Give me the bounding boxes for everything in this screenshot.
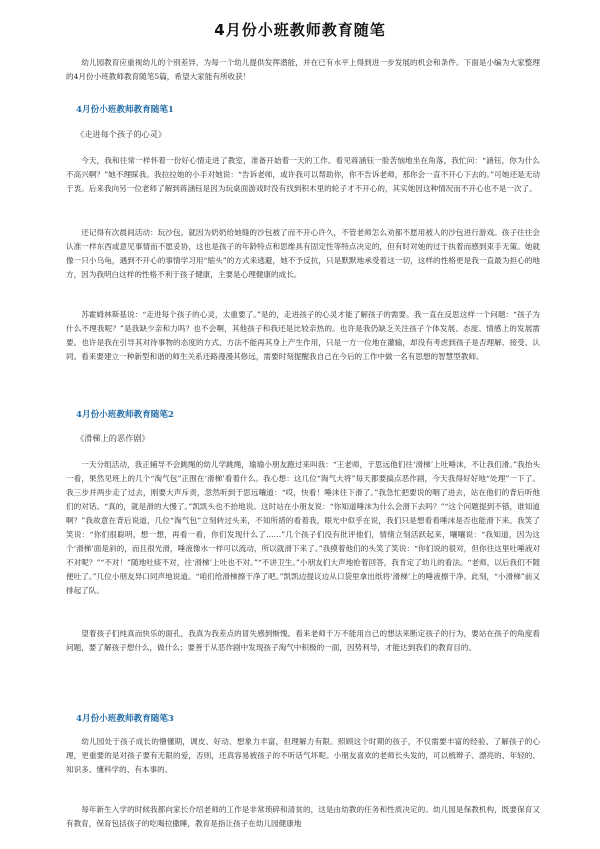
section-2-paragraph-1: 一天分组活动，我正辅导不会跳绳的幼儿学跳绳，瑜瑜小朋友跑过来叫我：“王老师，于思远他们往‘滑梯’上吐唾沫，不让我们滑。”我抬头一看，果然见班上的几个“淘气包”正围在‘滑梯’看着什么。我心想：这几位“淘气大将”每天都要搞点恶作剧，今天我得好好地“处理”一下了。我三步并两步走了过去，刚要大声斥责，忽然听到于思远嚷道：“哎，快看！唾沫往下滑了。”我急忙把要说的咽了进去，站在他们的背后听他们的对话。“真的，就是滑的大慢了。”凯凯头也不抬地说。这时站在小朋友说：“你知道唾沫为什么会滑下去吗？”“这个问题提到不错，谁知道啊？”我故意在背后说道，几位“淘气包”立刻转过头来，不知所措的看着我，眼光中似乎在说，我们只是想看看唾沫是否也能滑下来。我笑了笑说：“你们很聪明，想一想，再看一看，你们发现什么了……”几个孩子们没有批评他们，情绪立刻活跃起来，嚷嚷说：“我知道，因为这个‘滑梯’面是斜的，而且很光滑，唾液像水一样可以流动，所以就滑下来了。”我摸着他们的头笑了笑说：“你们说的很对，但你往这里吐唾液对不对呢？”“不对！”随地吐痰不对，往‘滑梯’上吐也不对。”“不讲卫生。”小朋友们大声地抢着回答，我肯定了幼儿的看法。“老师，以后我们不随便吐了。”几位小朋友异口同声地说道。“咱们给滑梯擦干净了吧。”凯凯边提议边从口袋里拿出纸将‘滑梯’上的唾液擦干净。此刻，“小滑梯”前又排起了队。	[66, 460, 540, 595]
section-1-heading: 4月份小班教师教育随笔1	[76, 105, 174, 115]
section-1-subtitle: 《走进每个孩子的心灵》	[76, 129, 167, 139]
section-3-paragraph-2: 每年新生入学的时候我都向家长介绍老师的工作是非常琐碎和清贫的，这是由幼教的任务和性质决定的。幼儿园是保教机构，既要保育又有教育，保育包括孩子的吃喝拉撒睡，教育是指让孩子在幼儿园健康地	[66, 805, 540, 828]
section-2-subtitle: 《滑梯上的恶作剧》	[76, 433, 150, 443]
section-1-paragraph-2: 还记得有次晨间活动：玩沙包。就因为奶奶给她缝的沙包被了而不开心许久，不管老师怎么劝都不愿用被人的沙包进行游戏。孩子往往会认准一样东西或意见事情而不愿妥协，这也是孩子的年龄特点和思维具有固定性等特点决定的，但有时对她的过于执着而感到束手无策。她就像一只小乌龟，遇到不开心的事情学习用“缩头”的方式来逃避，她不予反抗，只是默默地承受着这一切，这样的性格更是我一直最为担心的地方，因为我明白这样的性格不利于孩子健康，主要是心理健康的成长。	[66, 228, 540, 279]
section-1-paragraph-3: 苏霍姆林斯基说：“走进每个孩子的心灵，太重要了。”是的，走进孩子的心灵才能了解孩子的需要。我一直在反思这样一个问题：“孩子为什么不理我呢？”是我缺少亲和力吗？也不会啊，其他孩子和我还是比较亲热的。也许是我仍缺乏关注孩子个体发展、态度、情感上的发展需要。也许是我在引导其对待事物的态度的方式、方法不能再其身上产生作用，只是一方一位地在灌输，却没有考虑到孩子是否理解、接受、认同。看来要建立一种新型和谐的师生关系还路漫漫其修远，需要时刻提醒我自己在今后的工作中做一名有思想的智慧型教师。	[66, 310, 540, 361]
section-3-paragraph-1: 幼儿园处于孩子成长的懵懂期，调皮、好动、想象力丰富，但理解力有限。照顾这个时期的孩子，不仅需要丰富的经验、了解孩子的心理，更重要的是对孩子要有无限的爱，否则，还真容易被孩子的不听话气坏呢。小朋友喜欢的老师长头发的，可以梳辫子、漂亮的、年轻的、知识多、懂科学的、有本事的。	[66, 737, 540, 774]
document-title: 4月份小班教师教育随笔	[214, 21, 386, 39]
section-3-heading: 4月份小班教师教育随笔3	[76, 714, 174, 724]
section-1-paragraph-1: 今天，我和往常一样怀着一份好心情走进了教室，准备开始着一天的工作。看见蒋涵钰一脸苦恼地坐在角落，我忙问：“涵钰，你为什么不高兴啊？”她不理睬我。我拉拉她的小手对她说：“告诉老师，或许我可以帮助你，你不告诉老师，那你会一直不开心下去的。”可她还是无动于衷。后来我向另一位老师了解到蒋涵钰是因为玩桌面游戏时没有找到积木里的轮子才不开心的，其实她因这种情况而不开心也不是一次了。	[66, 156, 540, 193]
section-2-heading: 4月份小班教师教育随笔2	[76, 410, 174, 420]
section-2-paragraph-2: 望着孩子们纯真而快乐的面孔，我真为我差点的冒失感到惭愧。看来老师千万不能用自己的想法来断定孩子的行为，要站在孩子的角度看问题，要了解孩子想什么，做什么；要善于从恶作剧中发现孩子淘气中积极的一面，因势利导，才能达到我们的教育目的。	[66, 629, 540, 652]
intro-paragraph: 幼儿园教育应重视幼儿的个别差异，为每一个幼儿提供发挥潜能，并在已有水平上得到进一步发展的机会和条件。下面是小编为大家整理的4月份小班教师教育随笔5篇，希望大家能有所收获！	[66, 58, 540, 81]
